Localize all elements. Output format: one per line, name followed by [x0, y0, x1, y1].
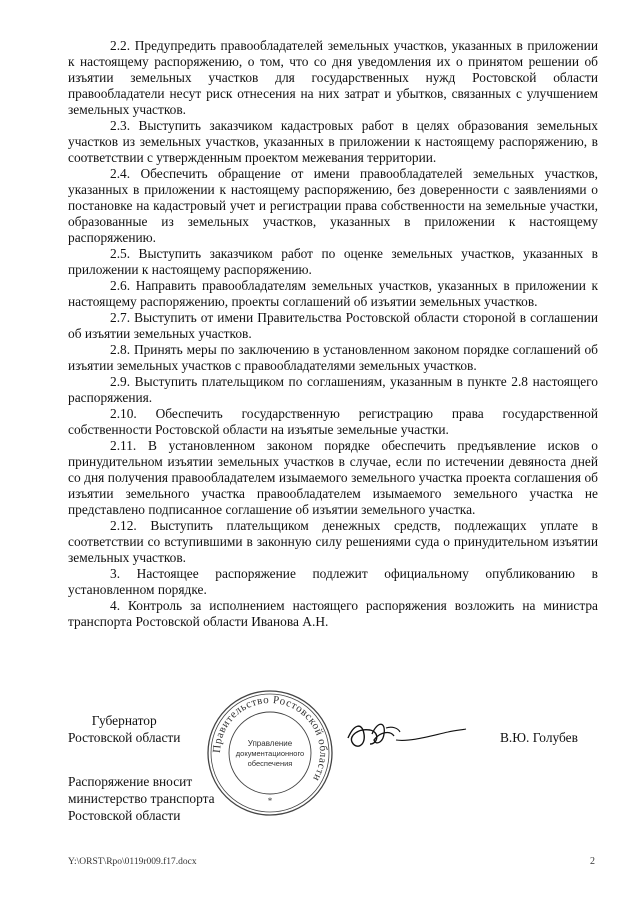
paragraph-2-4: 2.4. Обеспечить обращение от имени правообладателей земельных участков, указанных в приложении к настоящему распоряжению, без доверенности с заявлениями о постановке на кадастровый учет и регистрации права собственности на земельные участки, образованные из земельных участков, указанных в приложении к настоящему распоряжению. [68, 166, 598, 245]
handwritten-signature [340, 712, 470, 762]
paragraph-2-7: 2.7. Выступить от имени Правительства Ростовской области стороной в соглашении об изъятии земельных участков. [68, 310, 598, 341]
paragraph-4: 4. Контроль за исполнением настоящего распоряжения возложить на министра транспорта Ростовской области Иванова А.Н. [68, 598, 598, 629]
paragraph-2-11: 2.11. В установленном законом порядке обеспечить предъявление исков о принудительном изъятии земельных участков в случае, если по истечении девяноста дней со дня получения правообладателем изымаемого земельного участка проекта соглашения об изъятии земельного участка правообладателем изымаемого земельного участка не представлено подписанное соглашение об изъятии земельного участка. [68, 438, 598, 517]
paragraph-2-5: 2.5. Выступить заказчиком работ по оценке земельных участков, указанных в приложении к настоящему распоряжению. [68, 246, 598, 277]
signatory-title [68, 712, 180, 746]
paragraph-2-6: 2.6. Направить правообладателям земельных участков, указанных в приложении к настоящему распоряжению, проекты соглашений об изъятии земельных участков. [68, 278, 598, 309]
paragraph-2-12: 2.12. Выступить плательщиком денежных средств, подлежащих уплате в соответствии со вступившими в законную силу решениями суда о принудительном изъятии земельных участков. [68, 518, 598, 565]
paragraph-2-8: 2.8. Принять меры по заключению в установленном законом порядке соглашений об изъятии земельных участков с правообладателями земельных участков. [68, 342, 598, 373]
document-body [68, 38, 598, 630]
submitted-by-block [68, 773, 215, 824]
paragraph-2-2: 2.2. Предупредить правообладателей земельных участков, указанных в приложении к настоящему распоряжению, о том, что со дня уведомления их о принятом решении об изъятии земельных участков для государственных нужд Ростовской области правообладатели несут риск отнесения на них затрат и убытков, связанных с улучшением земельных участков. [68, 38, 598, 117]
stamp-line1: Управление [247, 739, 293, 748]
stamp-line2: документационного [235, 749, 305, 758]
stamp-ring-text: Правительство Ростовской области [210, 693, 330, 784]
paragraph-2-10: 2.10. Обеспечить государственную регистрацию права государственной собственности Ростовской области на изъятые земельные участки. [68, 406, 598, 437]
stamp-line3: обеспечения [247, 759, 293, 768]
submitted-by-line1: Распоряжение вносит [68, 774, 193, 789]
submitted-by-line3: Ростовской области [68, 808, 181, 823]
submitted-by-line2: министерство транспорта [68, 791, 215, 806]
signatory-title-line1: Губернатор [91, 713, 157, 728]
official-stamp [205, 688, 335, 818]
page-number: 2 [590, 856, 595, 867]
stamp-star: * [267, 796, 273, 806]
paragraph-3: 3. Настоящее распоряжение подлежит официальному опубликованию в установленном порядке. [68, 566, 598, 597]
footer-file-path: Y:\ORST\Rpo\0119r009.f17.docx [68, 857, 197, 867]
signatory-title-line2: Ростовской области [68, 730, 181, 745]
signatory-name: В.Ю. Голубев [500, 730, 578, 745]
paragraph-2-9: 2.9. Выступить плательщиком по соглашениям, указанным в пункте 2.8 настоящего распоряжения. [68, 374, 598, 405]
paragraph-2-3: 2.3. Выступить заказчиком кадастровых работ в целях образования земельных участков из земельных участков, указанных в приложении к настоящему распоряжению, в соответствии с утвержденным проектом межевания территории. [68, 118, 598, 165]
